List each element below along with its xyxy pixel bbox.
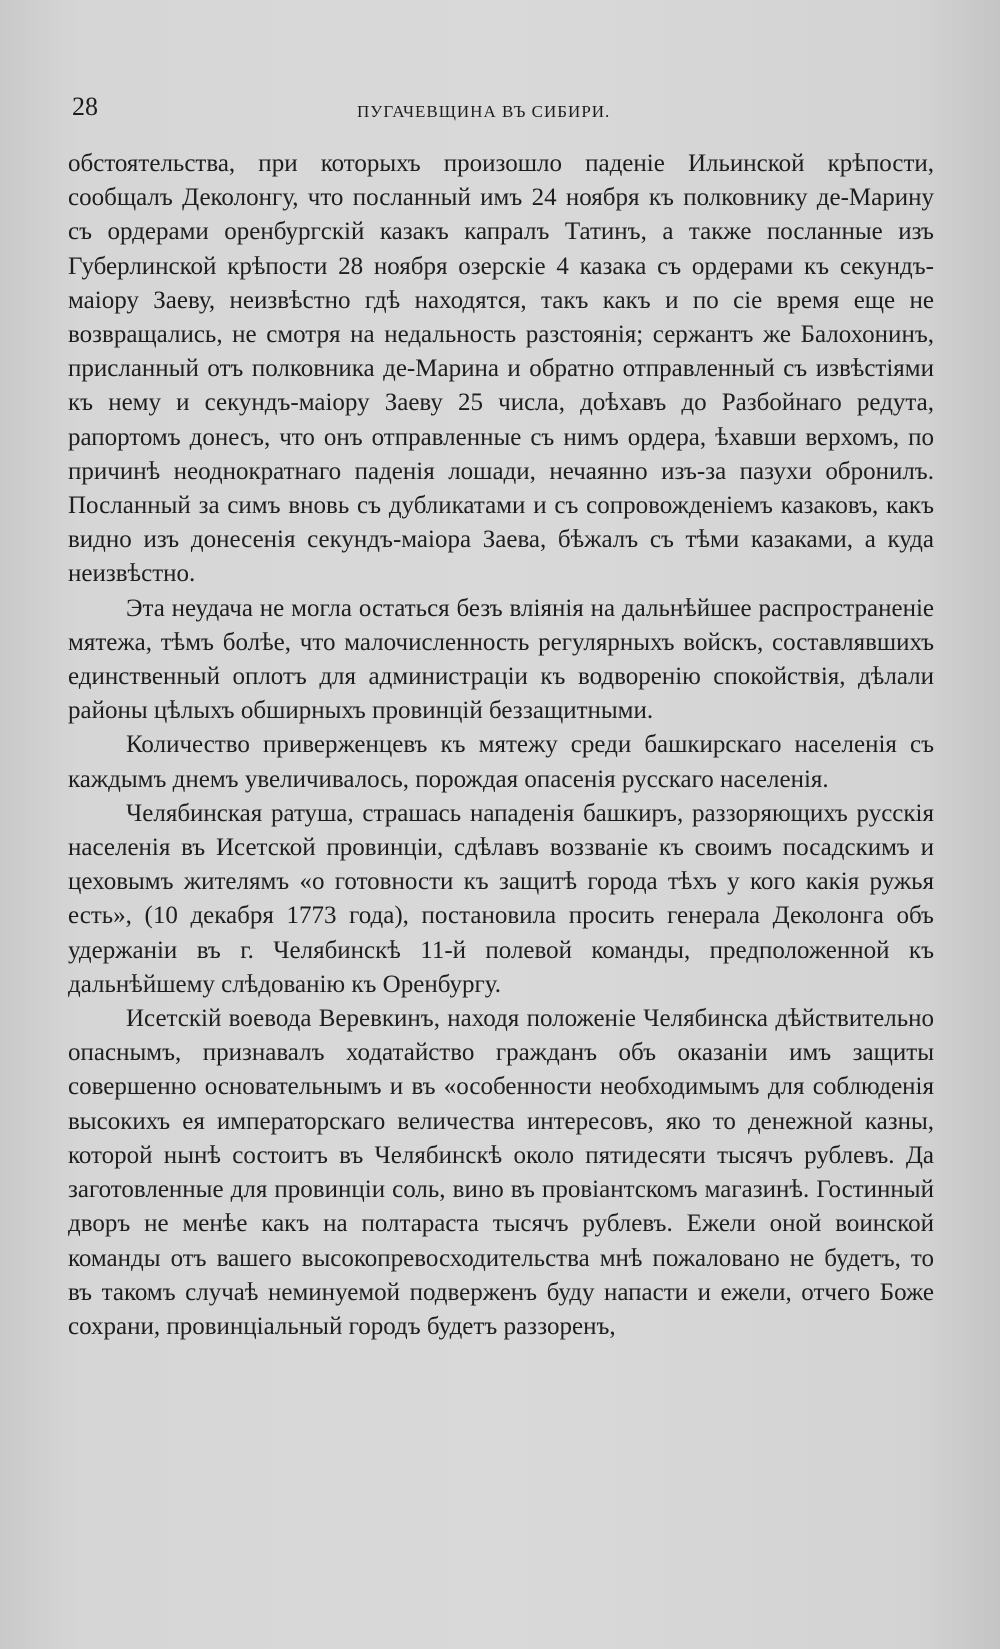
paragraph: Эта неудача не могла остаться безъ вліянія на дальнѣйшее распространеніе мятежа, тѣмъ болѣе, что малочисленность регулярныхъ войскъ, составлявшихъ единственный оплотъ для администраціи къ водворенію спокойствія, дѣлали районы цѣлыхъ обширныхъ провинцій беззащитными. xyxy=(68,594,934,725)
paragraph: Исетскій воевода Веревкинъ, находя положеніе Челябинска дѣйствительно опаснымъ, признавалъ ходатайство гражданъ объ оказаніи имъ защиты совершенно основательнымъ и въ «особенности необходимымъ для соблюденія высокихъ ея императорскаго величества интересовъ, яко то денежной казны, которой нынѣ состоитъ въ Челябинскѣ около пятидесяти тысячъ рублевъ. Да заготовленные для провинціи соль, вино въ провіантскомъ магазинѣ. Гостинный дворъ не менѣе какъ на полтараста тысячъ рублевъ. Ежели оной воинской команды отъ вашего высокопревосходительства мнѣ пожаловано не будетъ, то въ такомъ случаѣ неминуемой подверженъ буду напасти и ежели, отчего Боже сохрани, провинціальный городъ будетъ раззоренъ, xyxy=(68,1005,934,1340)
paragraph: Челябинская ратуша, страшась нападенія башкиръ, раззоряющихъ русскія населенія въ Исетской провинціи, сдѣлавъ воззваніе къ своимъ посадскимъ и цеховымъ жителямъ «о готовности къ защитѣ города тѣхъ у кого какія ружья есть», (10 декабря 1773 года), постановила просить генерала Деколонга объ удержаніи въ г. Челябинскѣ 11-й полевой команды, предположенной къ дальнѣйшему слѣдованію къ Оренбургу. xyxy=(68,799,934,998)
body-text xyxy=(68,147,934,1344)
paragraph: Количество приверженцевъ къ мятежу среди башкирскаго населенія съ каждымъ днемъ увеличивалось, порождая опасенія русскаго населенія. xyxy=(68,731,934,793)
page-header xyxy=(72,92,932,132)
running-head: ПУГАЧЕВЩИНА ВЪ СИБИРИ. xyxy=(357,102,611,121)
page-number: 28 xyxy=(72,92,98,121)
paragraph: обстоятельства, при которыхъ произошло паденіе Ильинской крѣпости, сообщалъ Деколонгу, что посланный имъ 24 ноября къ полковнику де-Марину съ ордерами оренбургскій казакъ капралъ Татинъ, а также посланные изъ Губерлинской крѣпости 28 ноября озерскіе 4 казака съ ордерами къ секундъ-маіору Заеву, неизвѣстно гдѣ находятся, такъ какъ и по сіе время еще не возвращались, не смотря на недальность разстоянія; сержантъ же Балохонинъ, присланный отъ полковника де-Марина и обратно отправленный съ извѣстіями къ нему и секундъ-маіору Заеву 25 числа, доѣхавъ до Разбойнаго редута, рапортомъ донесъ, что онъ отправленные съ нимъ ордера, ѣхавши верхомъ, по причинѣ неоднократнаго паденія лошади, нечаянно изъ-за пазухи обронилъ. Посланный за симъ вновь съ дубликатами и съ сопровожденіемъ казаковъ, какъ видно изъ донесенія секундъ-маіора Заева, бѣжалъ съ тѣми казаками, а куда неизвѣстно. xyxy=(68,150,934,588)
